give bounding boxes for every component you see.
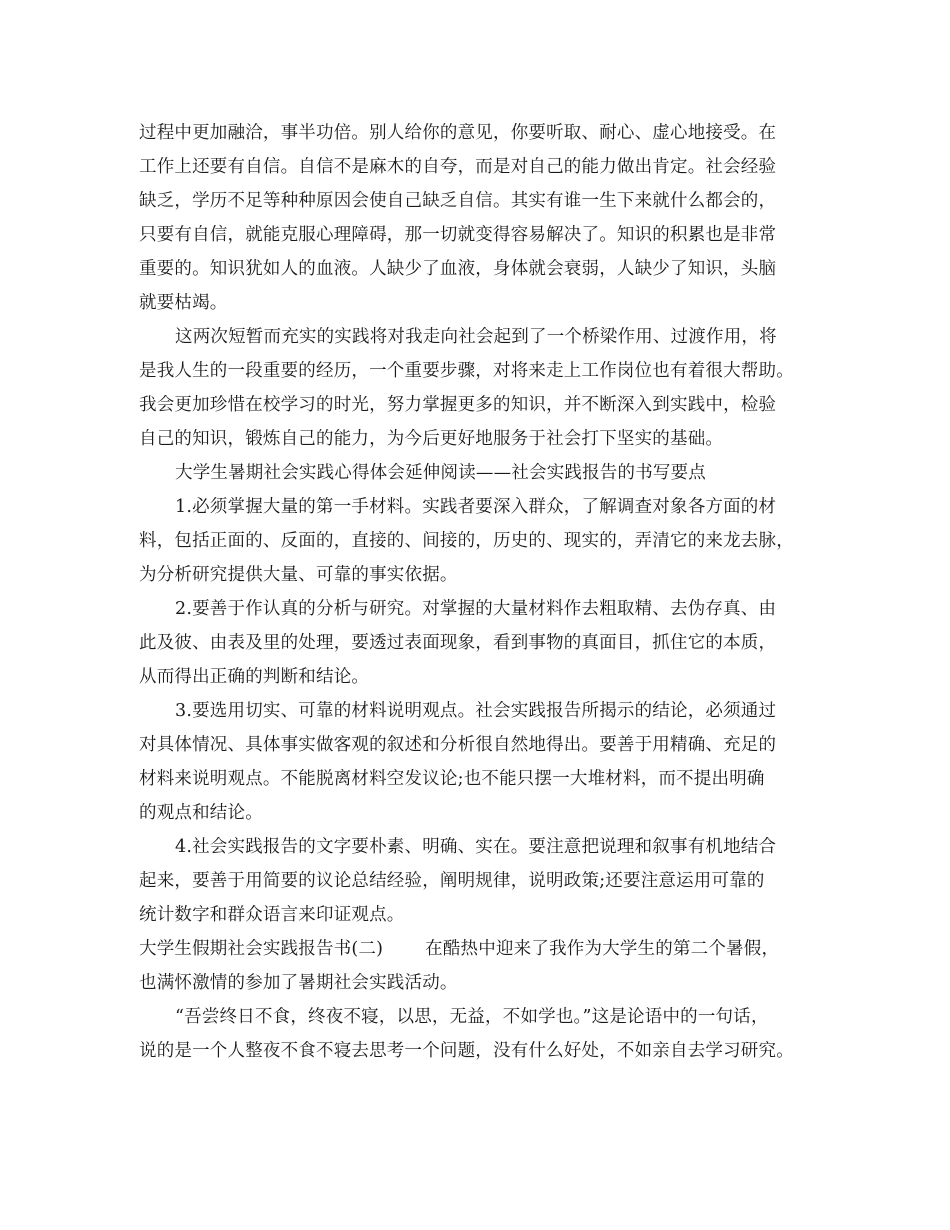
text-line: 也满怀激情的参加了暑期社会实践活动。 bbox=[139, 973, 458, 993]
text-line: 材料来说明观点。不能脱离材料空发议论;也不能只摆一大堆材料，而不提出明确 bbox=[139, 769, 765, 789]
text-line: 说的是一个人整夜不食不寝去思考一个问题，没有什么好处，不如亲自去学习研究。 bbox=[139, 1041, 794, 1061]
text-line: 就要枯竭。 bbox=[139, 293, 228, 313]
text-line: 料，包括正面的、反面的，直接的、间接的，历史的、现实的，弄清它的来龙去脉， bbox=[139, 531, 794, 551]
text-line: 此及彼、由表及里的处理，要透过表面现象，看到事物的真面目，抓住它的本质， bbox=[139, 633, 777, 653]
text-line: 是我人生的一段重要的经历，一个重要步骤，对将来走上工作岗位也有着很大帮助。 bbox=[139, 361, 794, 381]
text-line: 只要有自信，就能克服心理障碍，那一切就变得容易解决了。知识的积累也是非常 bbox=[139, 225, 777, 245]
text-line: 对具体情况、具体事实做客观的叙述和分析很自然地得出。要善于用精确、充足的 bbox=[139, 735, 777, 755]
point-1-start: 1.必须掌握大量的第一手材料。实践者要深入群众，了解调查对象各方面的材 bbox=[175, 497, 777, 517]
section-title: 大学生假期社会实践报告书(二) bbox=[139, 939, 384, 959]
paragraph-start: 这两次短暂而充实的实践将对我走向社会起到了一个桥梁作用、过渡作用，将 bbox=[175, 327, 777, 347]
section-heading-line bbox=[139, 932, 829, 966]
document-body bbox=[139, 116, 829, 1068]
text-line: 工作上还要有自信。自信不是麻木的自夸，而是对自己的能力做出肯定。社会经验 bbox=[139, 157, 777, 177]
section-continuation: 在酷热中迎来了我作为大学生的第二个暑假， bbox=[425, 939, 780, 959]
text-line: 过程中更加融洽，事半功倍。别人给你的意见，你要听取、耐心、虚心地接受。在 bbox=[139, 123, 777, 143]
text-line: 的观点和结论。 bbox=[139, 803, 263, 823]
extended-reading-heading: 大学生暑期社会实践心得体会延伸阅读——社会实践报告的书写要点 bbox=[175, 463, 706, 483]
point-4-start: 4.社会实践报告的文字要朴素、明确、实在。要注意把说理和叙事有机地结合 bbox=[175, 837, 777, 857]
point-3-start: 3.要选用切实、可靠的材料说明观点。社会实践报告所揭示的结论，必须通过 bbox=[175, 701, 777, 721]
point-2-start: 2.要善于作认真的分析与研究。对掌握的大量材料作去粗取精、去伪存真、由 bbox=[175, 599, 777, 619]
text-line: 起来，要善于用简要的议论总结经验，阐明规律，说明政策;还要注意运用可靠的 bbox=[139, 871, 765, 891]
text-line: 重要的。知识犹如人的血液。人缺少了血液，身体就会衰弱，人缺少了知识，头脑 bbox=[139, 259, 777, 279]
text-line: 统计数字和群众语言来印证观点。 bbox=[139, 905, 405, 925]
quote-paragraph-start: “吾尝终日不食，终夜不寝，以思，无益，不如学也。”这是论语中的一句话， bbox=[175, 1007, 769, 1027]
text-line: 缺乏，学历不足等种种原因会使自己缺乏自信。其实有谁一生下来就什么都会的， bbox=[139, 191, 777, 211]
text-line: 从而得出正确的判断和结论。 bbox=[139, 667, 370, 687]
text-line: 自己的知识，锻炼自己的能力，为今后更好地服务于社会打下坚实的基础。 bbox=[139, 429, 724, 449]
text-line: 为分析研究提供大量、可靠的事实依据。 bbox=[139, 565, 458, 585]
text-line: 我会更加珍惜在校学习的时光，努力掌握更多的知识，并不断深入到实践中，检验 bbox=[139, 395, 777, 415]
